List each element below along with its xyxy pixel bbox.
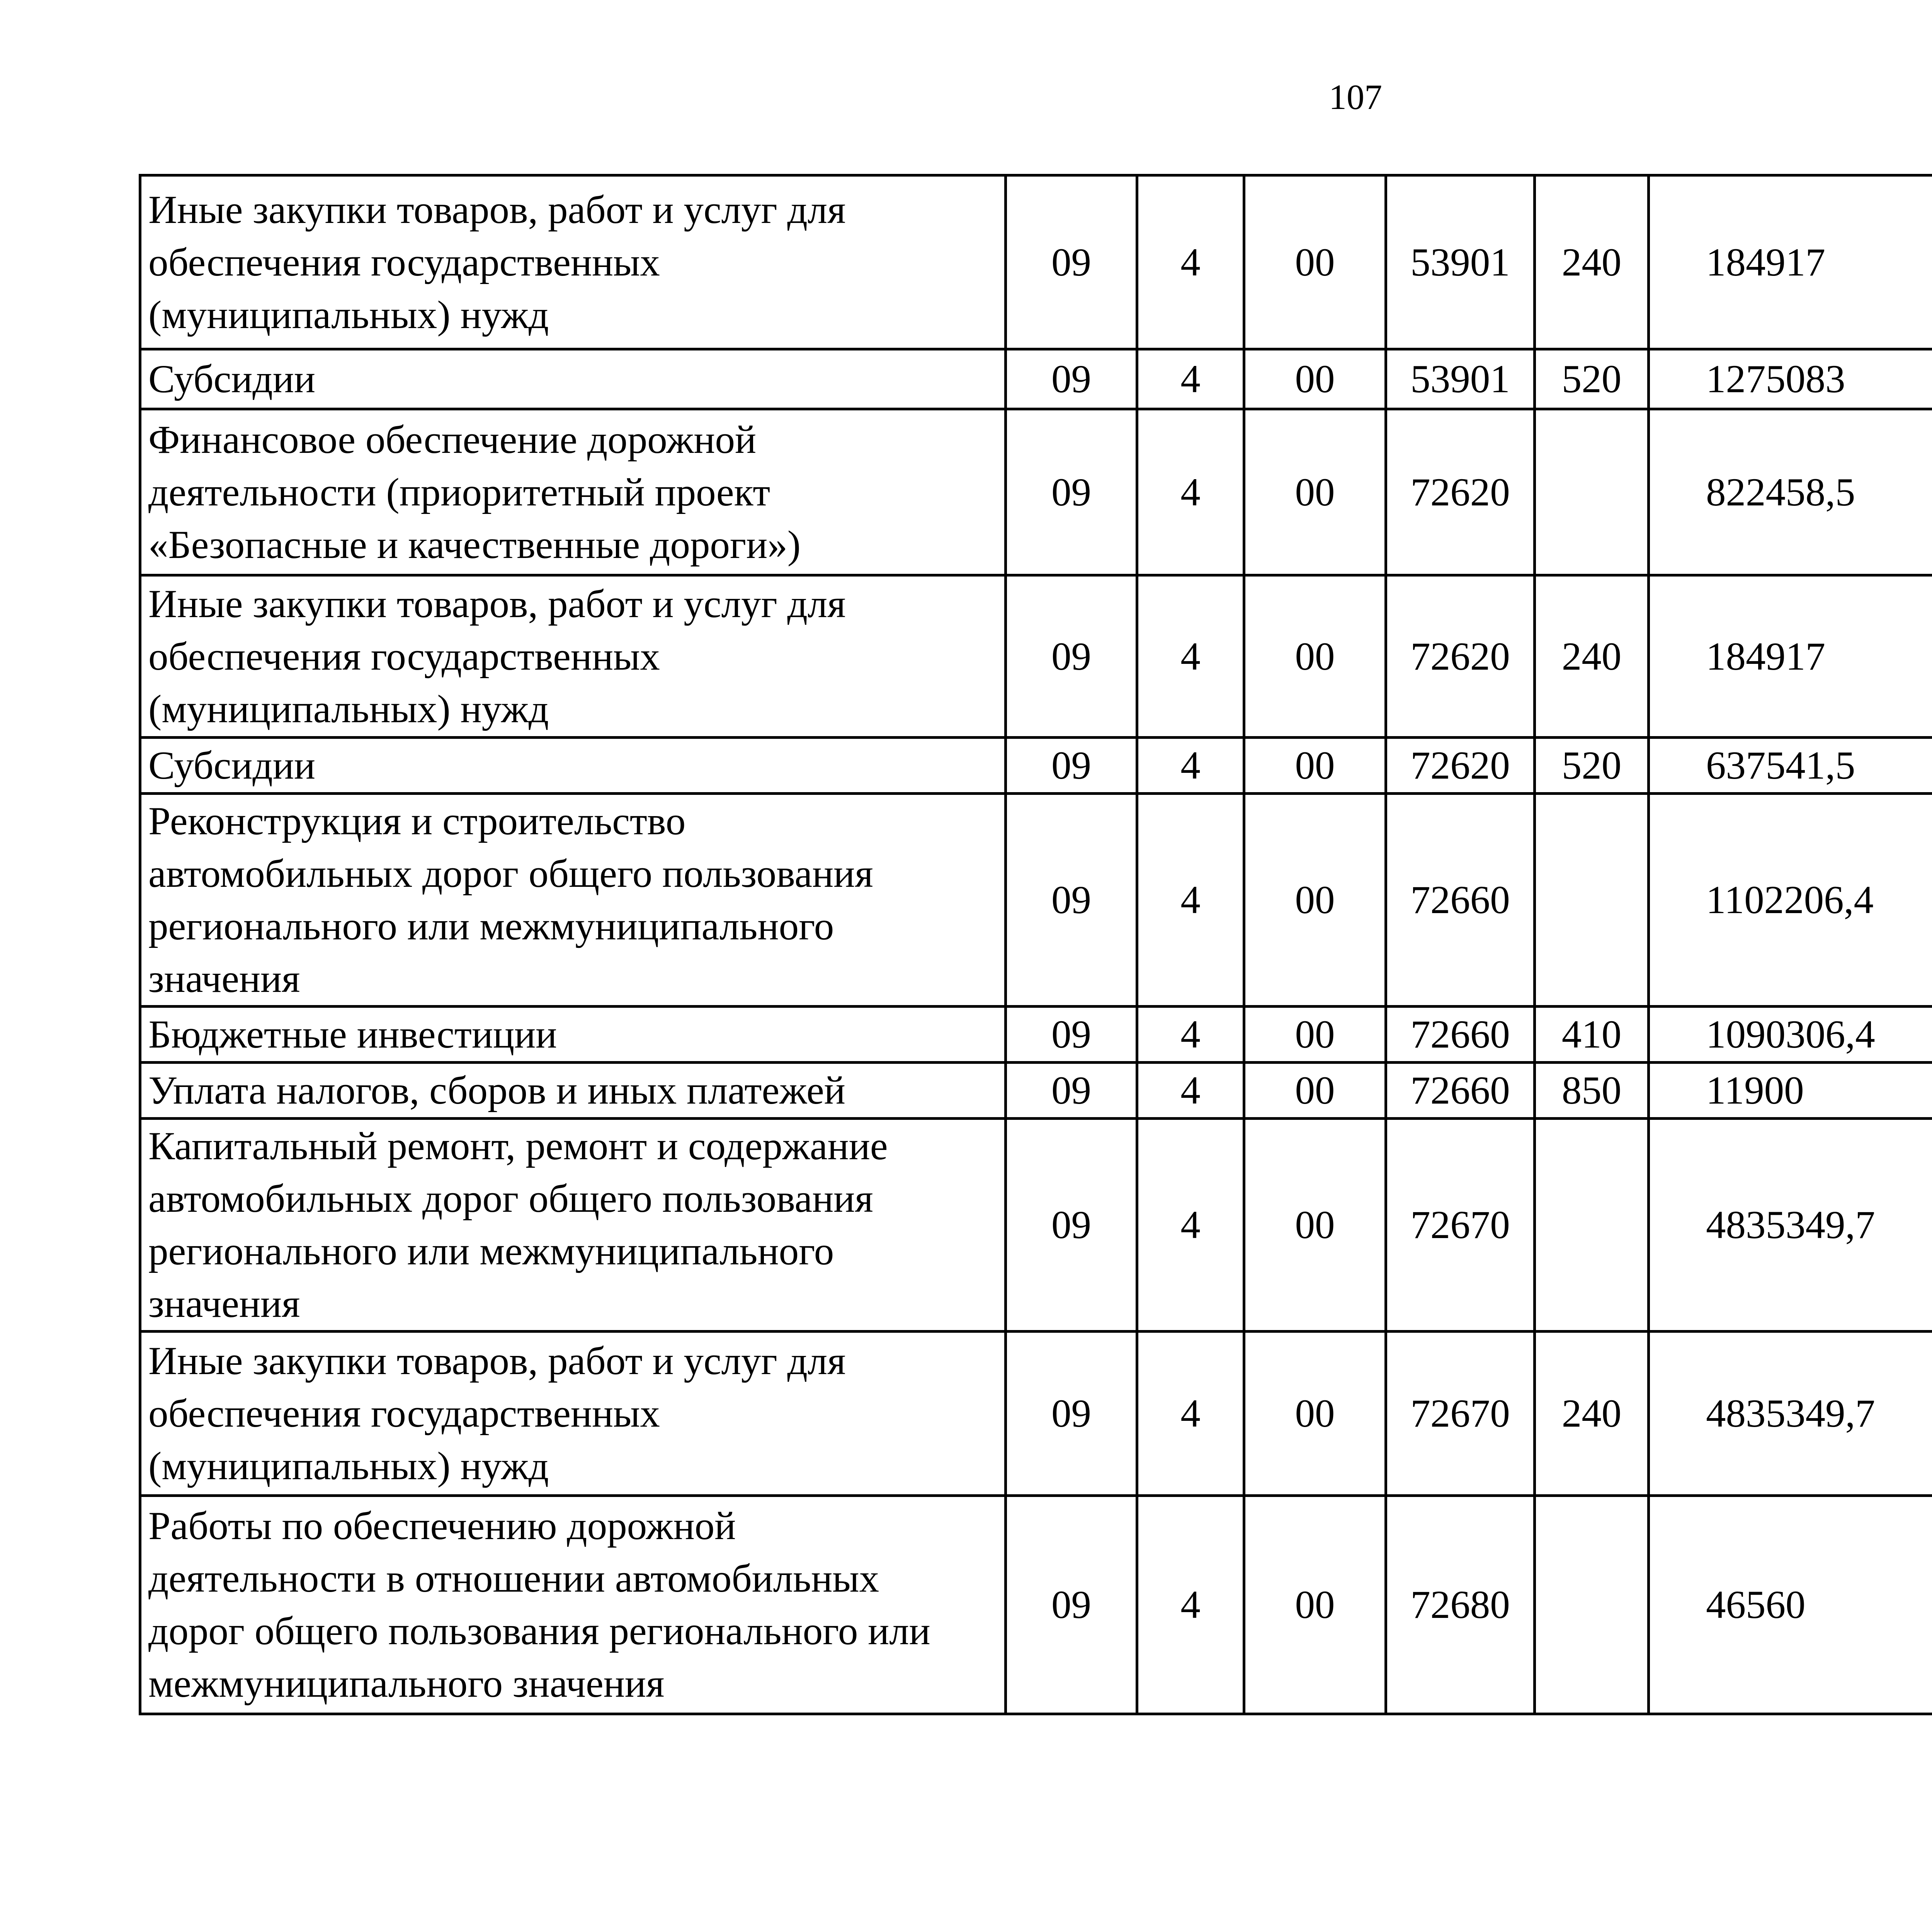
expense-name-line: (муниципальных) нужд xyxy=(148,687,549,731)
expense-type-code-cell: 850 xyxy=(1535,1063,1649,1119)
section-code-cell: 09 xyxy=(1006,1063,1137,1119)
expense-name-line: Работы по обеспечению дорожной xyxy=(148,1504,736,1548)
program-code-cell: 4 xyxy=(1137,794,1244,1007)
expense-name-line: деятельности (приоритетный проект xyxy=(148,470,770,514)
expense-type-code-cell: 240 xyxy=(1535,575,1649,738)
subprogram-code-cell: 00 xyxy=(1244,575,1386,738)
amount-year1-cell: 1090306,4 xyxy=(1649,1007,1932,1063)
section-code-cell: 09 xyxy=(1006,794,1137,1007)
subprogram-code-cell: 00 xyxy=(1244,1119,1386,1332)
expense-name-line: Реконструкция и строительство xyxy=(148,799,686,843)
section-code-cell: 09 xyxy=(1006,1332,1137,1496)
expense-name-line: автомобильных дорог общего пользования xyxy=(148,1177,873,1221)
expense-name-line: «Безопасные и качественные дороги») xyxy=(148,522,801,567)
expense-name-cell xyxy=(140,794,1006,1007)
amount-year1-cell: 4835349,7 xyxy=(1649,1119,1932,1332)
expense-name-cell xyxy=(140,1496,1006,1714)
table-row xyxy=(140,175,1932,349)
expense-name-cell xyxy=(140,1119,1006,1332)
expense-name-line: дорог общего пользования регионального или xyxy=(148,1609,930,1653)
subprogram-code-cell: 00 xyxy=(1244,1063,1386,1119)
expense-name-line: межмуниципального значения xyxy=(148,1662,665,1706)
amount-year1-cell: 184917 xyxy=(1649,575,1932,738)
direction-code-cell: 72670 xyxy=(1386,1332,1535,1496)
expense-name-line: Уплата налогов, сборов и иных платежей xyxy=(148,1068,845,1112)
expense-name-line: Иные закупки товаров, работ и услуг для xyxy=(148,1339,846,1383)
expense-type-code-cell: 520 xyxy=(1535,349,1649,409)
direction-code-cell: 72660 xyxy=(1386,1007,1535,1063)
expense-name-line: Бюджетные инвестиции xyxy=(148,1012,557,1056)
expense-type-code-cell: 240 xyxy=(1535,175,1649,349)
expense-name-line: обеспечения государственных xyxy=(148,240,660,284)
table-row xyxy=(140,409,1932,575)
section-code-cell: 09 xyxy=(1006,349,1137,409)
amount-year1-cell: 1102206,4 xyxy=(1649,794,1932,1007)
direction-code-cell: 72620 xyxy=(1386,409,1535,575)
expense-name-cell xyxy=(140,1332,1006,1496)
direction-code-cell: 72660 xyxy=(1386,794,1535,1007)
expense-type-code-cell xyxy=(1535,1496,1649,1714)
program-code-cell: 4 xyxy=(1137,575,1244,738)
direction-code-cell: 53901 xyxy=(1386,175,1535,349)
table-row xyxy=(140,1332,1932,1496)
expense-name-line: обеспечения государственных xyxy=(148,1391,660,1436)
expense-name-cell xyxy=(140,575,1006,738)
expense-type-code-cell xyxy=(1535,794,1649,1007)
subprogram-code-cell: 00 xyxy=(1244,349,1386,409)
expense-name-line: обеспечения государственных xyxy=(148,634,660,679)
table-row xyxy=(140,1496,1932,1714)
direction-code-cell: 53901 xyxy=(1386,349,1535,409)
amount-year1-cell: 184917 xyxy=(1649,175,1932,349)
direction-code-cell: 72620 xyxy=(1386,575,1535,738)
direction-code-cell: 72670 xyxy=(1386,1119,1535,1332)
page-number: 107 xyxy=(1329,77,1382,117)
expense-type-code-cell: 410 xyxy=(1535,1007,1649,1063)
subprogram-code-cell: 00 xyxy=(1244,1007,1386,1063)
table-row xyxy=(140,1119,1932,1332)
subprogram-code-cell: 00 xyxy=(1244,1496,1386,1714)
program-code-cell: 4 xyxy=(1137,1063,1244,1119)
expense-type-code-cell: 240 xyxy=(1535,1332,1649,1496)
section-code-cell: 09 xyxy=(1006,175,1137,349)
program-code-cell: 4 xyxy=(1137,349,1244,409)
table-row xyxy=(140,794,1932,1007)
direction-code-cell: 72620 xyxy=(1386,738,1535,794)
amount-year1-cell: 46560 xyxy=(1649,1496,1932,1714)
subprogram-code-cell: 00 xyxy=(1244,1332,1386,1496)
expense-name-cell xyxy=(140,409,1006,575)
expense-name-line: Иные закупки товаров, работ и услуг для xyxy=(148,582,846,626)
subprogram-code-cell: 00 xyxy=(1244,738,1386,794)
program-code-cell: 4 xyxy=(1137,175,1244,349)
program-code-cell: 4 xyxy=(1137,409,1244,575)
subprogram-code-cell: 00 xyxy=(1244,409,1386,575)
program-code-cell: 4 xyxy=(1137,1119,1244,1332)
direction-code-cell: 72660 xyxy=(1386,1063,1535,1119)
expense-name-line: Иные закупки товаров, работ и услуг для xyxy=(148,187,846,232)
expense-name-line: деятельности в отношении автомобильных xyxy=(148,1556,879,1601)
section-code-cell: 09 xyxy=(1006,1007,1137,1063)
direction-code-cell: 72680 xyxy=(1386,1496,1535,1714)
expense-name-line: значения xyxy=(148,957,300,1001)
subprogram-code-cell: 00 xyxy=(1244,794,1386,1007)
expense-name-line: Субсидии xyxy=(148,357,316,401)
expense-name-line: Капитальный ремонт, ремонт и содержание xyxy=(148,1124,888,1168)
subprogram-code-cell: 00 xyxy=(1244,175,1386,349)
amount-year1-cell: 822458,5 xyxy=(1649,409,1932,575)
expense-name-cell xyxy=(140,1007,1006,1063)
expense-name-cell xyxy=(140,1063,1006,1119)
program-code-cell: 4 xyxy=(1137,1007,1244,1063)
section-code-cell: 09 xyxy=(1006,1119,1137,1332)
expense-type-code-cell xyxy=(1535,409,1649,575)
amount-year1-cell: 637541,5 xyxy=(1649,738,1932,794)
expense-name-line: (муниципальных) нужд xyxy=(148,293,549,337)
expense-name-line: значения xyxy=(148,1282,300,1326)
expense-name-line: (муниципальных) нужд xyxy=(148,1444,549,1488)
program-code-cell: 4 xyxy=(1137,1332,1244,1496)
amount-year1-cell: 4835349,7 xyxy=(1649,1332,1932,1496)
expense-name-line: регионального или межмуниципального xyxy=(148,1229,834,1273)
budget-table xyxy=(139,174,1932,1715)
table-row xyxy=(140,575,1932,738)
expense-name-line: Финансовое обеспечение дорожной xyxy=(148,417,757,462)
amount-year1-cell: 1275083 xyxy=(1649,349,1932,409)
expense-type-code-cell xyxy=(1535,1119,1649,1332)
table-row xyxy=(140,1007,1932,1063)
table-row xyxy=(140,738,1932,794)
expense-name-cell xyxy=(140,738,1006,794)
section-code-cell: 09 xyxy=(1006,409,1137,575)
expense-name-line: регионального или межмуниципального xyxy=(148,904,834,948)
section-code-cell: 09 xyxy=(1006,575,1137,738)
expense-name-cell xyxy=(140,349,1006,409)
expense-name-line: Субсидии xyxy=(148,743,316,788)
table-row xyxy=(140,1063,1932,1119)
program-code-cell: 4 xyxy=(1137,1496,1244,1714)
expense-name-line: автомобильных дорог общего пользования xyxy=(148,852,873,896)
section-code-cell: 09 xyxy=(1006,1496,1137,1714)
expense-name-cell xyxy=(140,175,1006,349)
program-code-cell: 4 xyxy=(1137,738,1244,794)
section-code-cell: 09 xyxy=(1006,738,1137,794)
amount-year1-cell: 11900 xyxy=(1649,1063,1932,1119)
table-row xyxy=(140,349,1932,409)
expense-type-code-cell: 520 xyxy=(1535,738,1649,794)
